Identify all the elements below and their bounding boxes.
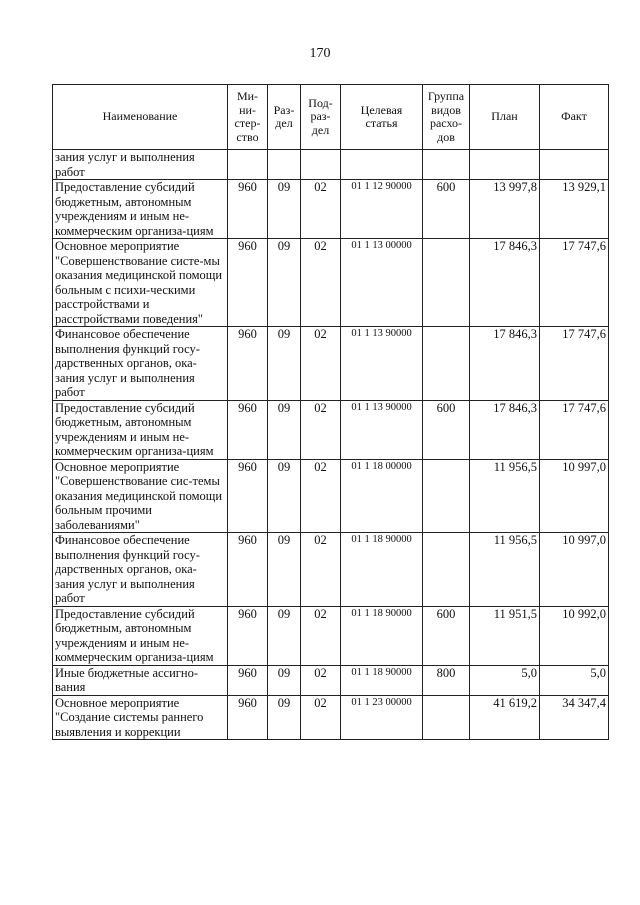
cell-fact: 10 997,0 — [540, 533, 609, 607]
cell-section: 09 — [268, 459, 301, 533]
cell-plan: 13 997,8 — [470, 180, 540, 239]
cell-group — [423, 150, 470, 180]
cell-section: 09 — [268, 239, 301, 327]
cell-plan: 11 951,5 — [470, 606, 540, 665]
table-row — [53, 695, 609, 740]
table-row — [53, 239, 609, 327]
cell-target: 01 1 13 90000 — [341, 327, 423, 401]
cell-ministry: 960 — [228, 327, 268, 401]
cell-subsection — [301, 150, 341, 180]
header-name: Наименование — [53, 85, 228, 150]
cell-group — [423, 533, 470, 607]
cell-fact: 17 747,6 — [540, 400, 609, 459]
cell-subsection: 02 — [301, 239, 341, 327]
cell-name: Основное мероприятие "Совершенствование систе-мы оказания медицинской помощи больным с психи-ческими расстройствами и расстройствами поведения" — [53, 239, 228, 327]
table-row — [53, 327, 609, 401]
cell-group: 600 — [423, 606, 470, 665]
cell-subsection: 02 — [301, 180, 341, 239]
cell-target: 01 1 13 00000 — [341, 239, 423, 327]
cell-name: Предоставление субсидий бюджетным, автономным учреждениям и иным не-коммерческим организа-циям — [53, 400, 228, 459]
cell-fact: 10 997,0 — [540, 459, 609, 533]
cell-group — [423, 695, 470, 740]
cell-section — [268, 150, 301, 180]
table-row — [53, 606, 609, 665]
cell-section: 09 — [268, 327, 301, 401]
cell-plan: 5,0 — [470, 665, 540, 695]
cell-section: 09 — [268, 606, 301, 665]
cell-name: зания услуг и выполнения работ — [53, 150, 228, 180]
cell-plan: 11 956,5 — [470, 459, 540, 533]
cell-subsection: 02 — [301, 533, 341, 607]
cell-ministry: 960 — [228, 665, 268, 695]
cell-target: 01 1 23 00000 — [341, 695, 423, 740]
table-row — [53, 459, 609, 533]
cell-name: Финансовое обеспечение выполнения функций госу-дарственных органов, ока-зания услуг и выполнения работ — [53, 533, 228, 607]
table-row — [53, 150, 609, 180]
header-plan: План — [470, 85, 540, 150]
cell-plan: 41 619,2 — [470, 695, 540, 740]
cell-section: 09 — [268, 533, 301, 607]
cell-fact: 5,0 — [540, 665, 609, 695]
cell-name: Финансовое обеспечение выполнения функций госу-дарственных органов, ока-зания услуг и выполнения работ — [53, 327, 228, 401]
cell-section: 09 — [268, 695, 301, 740]
cell-target: 01 1 12 90000 — [341, 180, 423, 239]
header-ministry: Ми- ни- стер- ство — [228, 85, 268, 150]
cell-group — [423, 239, 470, 327]
cell-group: 600 — [423, 180, 470, 239]
cell-subsection: 02 — [301, 327, 341, 401]
cell-name: Предоставление субсидий бюджетным, автономным учреждениям и иным не-коммерческим организа-циям — [53, 180, 228, 239]
cell-subsection: 02 — [301, 695, 341, 740]
cell-fact: 34 347,4 — [540, 695, 609, 740]
cell-ministry — [228, 150, 268, 180]
cell-name: Основное мероприятие "Совершенствование сис-темы оказания медицинской помощи больным прочими заболеваниями" — [53, 459, 228, 533]
cell-fact — [540, 150, 609, 180]
header-section: Раз- дел — [268, 85, 301, 150]
cell-section: 09 — [268, 180, 301, 239]
cell-ministry: 960 — [228, 459, 268, 533]
cell-group: 800 — [423, 665, 470, 695]
cell-name: Основное мероприятие "Создание системы раннего выявления и коррекции — [53, 695, 228, 740]
cell-fact: 17 747,6 — [540, 239, 609, 327]
cell-target: 01 1 18 90000 — [341, 665, 423, 695]
cell-plan — [470, 150, 540, 180]
table-row — [53, 665, 609, 695]
cell-subsection: 02 — [301, 400, 341, 459]
table-row — [53, 400, 609, 459]
budget-table — [52, 84, 609, 740]
cell-group — [423, 327, 470, 401]
cell-fact: 13 929,1 — [540, 180, 609, 239]
cell-name: Иные бюджетные ассигно-вания — [53, 665, 228, 695]
cell-target: 01 1 18 00000 — [341, 459, 423, 533]
cell-target — [341, 150, 423, 180]
cell-fact: 17 747,6 — [540, 327, 609, 401]
cell-ministry: 960 — [228, 695, 268, 740]
cell-ministry: 960 — [228, 180, 268, 239]
cell-section: 09 — [268, 665, 301, 695]
table-row — [53, 180, 609, 239]
cell-subsection: 02 — [301, 665, 341, 695]
cell-subsection: 02 — [301, 606, 341, 665]
cell-ministry: 960 — [228, 533, 268, 607]
cell-plan: 11 956,5 — [470, 533, 540, 607]
header-subsection: Под- раз- дел — [301, 85, 341, 150]
cell-fact: 10 992,0 — [540, 606, 609, 665]
cell-ministry: 960 — [228, 606, 268, 665]
header-expense-group: Группа видов расхо- дов — [423, 85, 470, 150]
cell-plan: 17 846,3 — [470, 239, 540, 327]
cell-ministry: 960 — [228, 239, 268, 327]
cell-subsection: 02 — [301, 459, 341, 533]
cell-group — [423, 459, 470, 533]
cell-target: 01 1 18 90000 — [341, 533, 423, 607]
table-header-row — [53, 85, 609, 150]
header-target-article: Целевая статья — [341, 85, 423, 150]
cell-target: 01 1 13 90000 — [341, 400, 423, 459]
cell-group: 600 — [423, 400, 470, 459]
cell-ministry: 960 — [228, 400, 268, 459]
cell-target: 01 1 18 90000 — [341, 606, 423, 665]
cell-plan: 17 846,3 — [470, 400, 540, 459]
table-row — [53, 533, 609, 607]
page-number: 170 — [309, 46, 331, 61]
cell-section: 09 — [268, 400, 301, 459]
cell-plan: 17 846,3 — [470, 327, 540, 401]
header-fact: Факт — [540, 85, 609, 150]
cell-name: Предоставление субсидий бюджетным, автономным учреждениям и иным не-коммерческим организа-циям — [53, 606, 228, 665]
